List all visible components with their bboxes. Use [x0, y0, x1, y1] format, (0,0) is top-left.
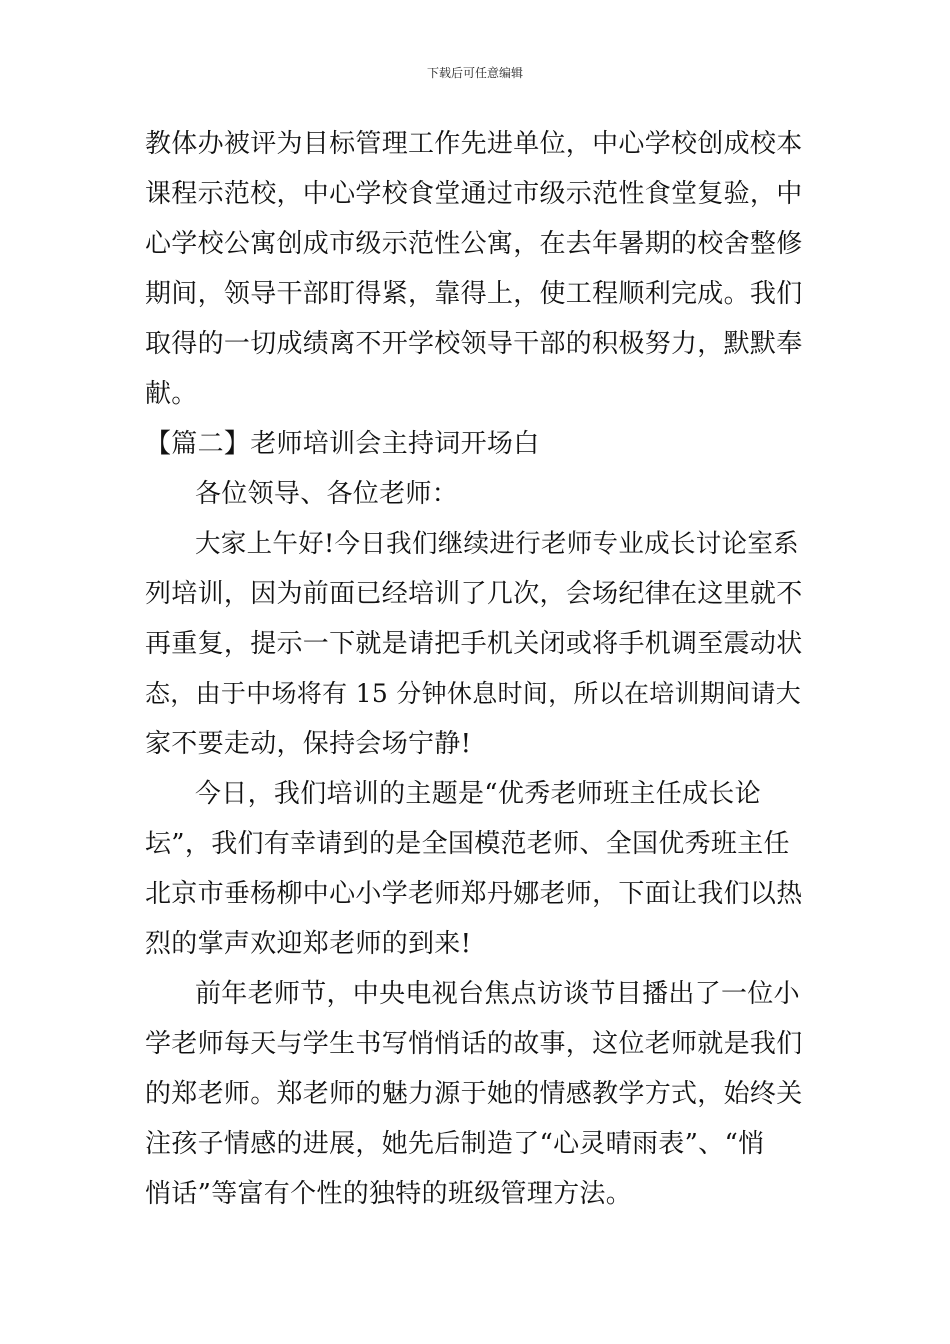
text-line: 取得的一切成绩离不开学校领导干部的积极努力，默默奉	[145, 329, 803, 359]
text-line: 再重复，提示一下就是请把手机关闭或将手机调至震动状	[145, 629, 803, 659]
text-line: 坛”，我们有幸请到的是全国模范老师、全国优秀班主任	[145, 829, 790, 859]
text-line: 悄话”等富有个性的独特的班级管理方法。	[145, 1179, 632, 1209]
text-line: 前年老师节，中央电视台焦点访谈节目播出了一位小	[195, 979, 800, 1009]
text-line: 教体办被评为目标管理工作先进单位，中心学校创成校本	[145, 129, 803, 159]
text-line: 心学校公寓创成市级示范性公寓，在去年暑期的校舍整修	[145, 229, 803, 259]
text-line: 学老师每天与学生书写悄悄话的故事，这位老师就是我们	[145, 1029, 803, 1059]
salutation: 各位领导、各位老师：	[195, 479, 459, 509]
text-line: 烈的掌声欢迎郑老师的到来!	[145, 929, 472, 959]
section-heading: 【篇二】老师培训会主持词开场白	[145, 429, 540, 459]
text-line: 献。	[145, 379, 198, 409]
text-line: 家不要走动，保持会场宁静!	[145, 729, 472, 759]
text-line: 今日，我们培训的主题是“优秀老师班主任成长论	[195, 779, 761, 809]
text-line: 注孩子情感的进展，她先后制造了“心灵晴雨表”、“悄	[145, 1129, 765, 1159]
page-header: 下载后可任意编辑	[426, 66, 523, 80]
text-line: 列培训，因为前面已经培训了几次，会场纪律在这里就不	[145, 579, 803, 609]
text-line: 课程示范校，中心学校食堂通过市级示范性食堂复验，中	[145, 179, 803, 209]
text-line: 北京市垂杨柳中心小学老师郑丹娜老师，下面让我们以热	[145, 879, 803, 909]
text-line: 的郑老师。郑老师的魅力源于她的情感教学方式，始终关	[145, 1079, 803, 1109]
text-line: 态，由于中场将有 15 分钟休息时间，所以在培训期间请大	[145, 679, 802, 708]
text-line: 期间，领导干部盯得紧，靠得上，使工程顺利完成。我们	[145, 279, 803, 309]
text-line: 大家上午好!今日我们继续进行老师专业成长讨论室系	[195, 529, 799, 559]
